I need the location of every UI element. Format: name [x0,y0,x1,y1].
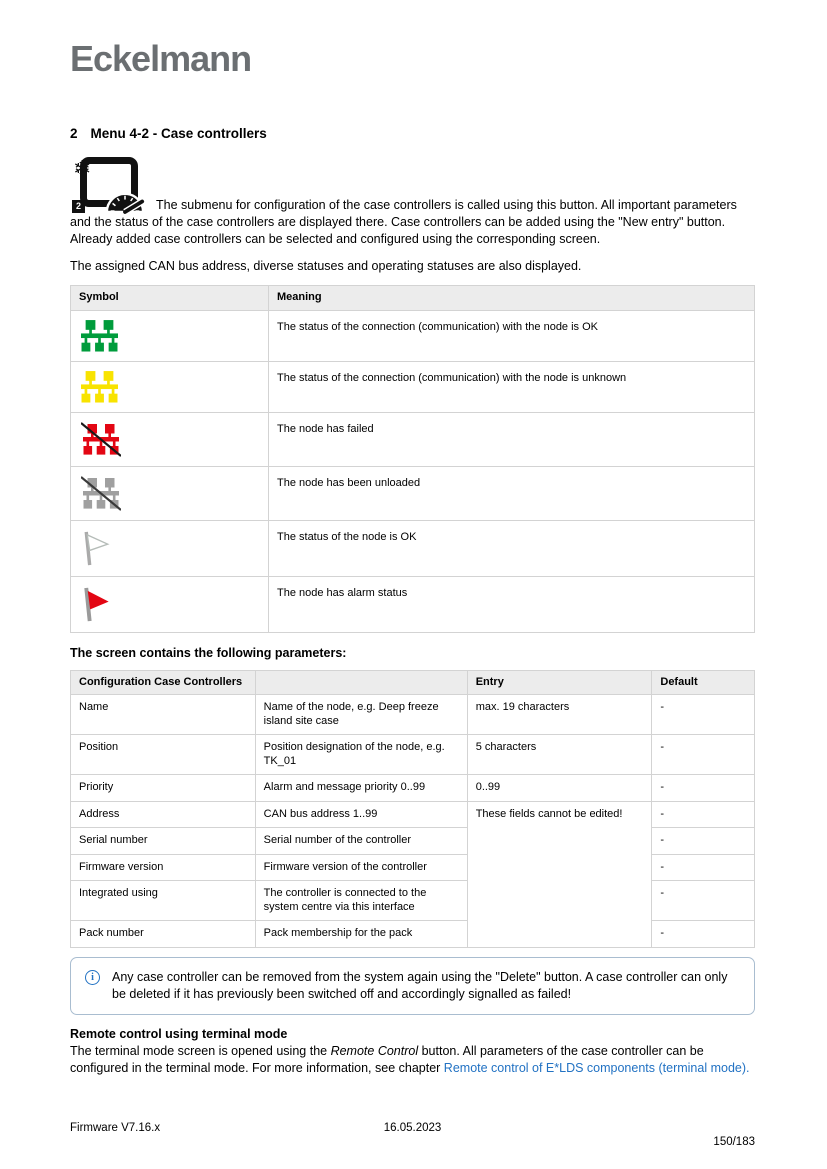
param-entry-merged-cell: These fields cannot be edited! [467,801,652,947]
symbol-cell [71,412,269,466]
symbol-table [70,285,755,633]
intro-paragraph [70,157,755,248]
gauge-icon [104,185,146,217]
meaning-cell: The status of the connection (communication) with the node is OK [269,310,755,361]
node-unloaded-icon [81,476,258,511]
table-row [71,361,755,412]
snowflake-icon: ❄ [73,157,92,182]
param-default-cell: - [652,735,755,775]
table-header-row [71,670,755,695]
meaning-cell: The node has failed [269,412,755,466]
remote-control-button-name: Remote Control [330,1043,419,1058]
meaning-cell: The node has alarm status [269,576,755,632]
white-flag-icon [81,530,258,567]
param-desc-cell: The controller is connected to the system centre via this interface [255,881,467,921]
meaning-cell: The status of the node is OK [269,520,755,576]
param-entry-cell: 5 characters [467,735,652,775]
param-desc-cell: Name of the node, e.g. Deep freeze island site case [255,695,467,735]
remote-paragraph [70,1043,755,1077]
chapter-link[interactable]: Remote control of E*LDS components (terminal mode). [443,1060,750,1075]
table-row [71,921,755,948]
param-name-cell: Address [71,801,256,828]
symbol-header-cell: Symbol [71,286,269,311]
param-desc-cell: Pack membership for the pack [255,921,467,948]
footer-page-number: 150/183 [713,1136,755,1148]
symbol-cell [71,576,269,632]
network-ok-icon [81,320,258,352]
default-header-cell: Default [652,670,755,695]
table-row [71,310,755,361]
param-name-cell: Integrated using [71,881,256,921]
remote-text-before: The terminal mode screen is opened using the [70,1043,331,1058]
params-heading: The screen contains the following parameters: [70,645,347,660]
meaning-cell: The status of the connection (communication) with the node is unknown [269,361,755,412]
param-default-cell: - [652,854,755,881]
remote-text-middle: button. All parameters of the case controller can be configured in the terminal mode. For more information, see chapter [70,1043,704,1075]
symbol-cell [71,466,269,520]
symbol-cell [71,361,269,412]
symbol-cell [71,520,269,576]
intro-text: The submenu for configuration of the case controllers is called using this button. All important parameters and the status of the case controllers are displayed there. Case controllers can be added using the "New entry" button. Already added case controllers can be selected and configured using the corresponding screen. [70,198,737,246]
table-header-row [71,286,755,311]
param-name-cell: Pack number [71,921,256,948]
param-name-cell: Priority [71,775,256,802]
param-name-cell: Position [71,735,256,775]
table-row [71,412,755,466]
table-row [71,881,755,921]
param-default-cell: - [652,881,755,921]
table-row [71,466,755,520]
param-default-cell: - [652,921,755,948]
table-row [71,576,755,632]
entry-header-cell: Entry [467,670,652,695]
icon-badge: 2 [72,200,85,213]
info-box [70,957,755,1015]
page-footer [70,1121,755,1148]
param-desc-cell: Alarm and message priority 0..99 [255,775,467,802]
can-bus-paragraph: The assigned CAN bus address, diverse statuses and operating statuses are also displayed. [70,259,582,273]
footer-firmware: Firmware V7.16.x [70,1122,161,1134]
param-desc-cell: Position designation of the node, e.g. TK_01 [255,735,467,775]
table-row [71,520,755,576]
case-controllers-menu-button-icon [70,157,152,214]
param-name-cell: Serial number [71,828,256,855]
eckelmann-logo: Eckelmann [70,38,252,79]
table-row [71,828,755,855]
param-name-cell: Firmware version [71,854,256,881]
symbol-cell [71,310,269,361]
heading-text: Menu 4-2 - Case controllers [90,126,267,141]
table-row [71,695,755,735]
table-row [71,735,755,775]
param-default-cell: - [652,695,755,735]
remote-heading: Remote control using terminal mode [70,1026,288,1041]
section-heading [70,126,755,141]
info-text: Any case controller can be removed from the system again using the "Delete" button. A case controller can only be deleted if it has previously been switched off and accordingly signalled as failed! [112,969,728,1001]
meaning-cell: The node has been unloaded [269,466,755,520]
empty-header-cell [255,670,467,695]
params-table [70,670,755,948]
heading-number: 2 [70,126,78,141]
table-row [71,775,755,802]
param-desc-cell: CAN bus address 1..99 [255,801,467,828]
node-failed-icon [81,422,258,457]
param-desc-cell: Serial number of the controller [255,828,467,855]
meaning-header-cell: Meaning [269,286,755,311]
param-default-cell: - [652,828,755,855]
param-default-cell: - [652,801,755,828]
config-header-cell: Configuration Case Controllers [71,670,256,695]
network-unknown-icon [81,371,258,403]
info-icon: i [85,970,100,985]
param-entry-cell: max. 19 characters [467,695,652,735]
param-desc-cell: Firmware version of the controller [255,854,467,881]
param-default-cell: - [652,775,755,802]
param-name-cell: Name [71,695,256,735]
footer-date: 16.05.2023 [383,1122,442,1134]
red-flag-icon [81,586,258,623]
table-row [71,801,755,828]
param-entry-cell: 0..99 [467,775,652,802]
table-row [71,854,755,881]
